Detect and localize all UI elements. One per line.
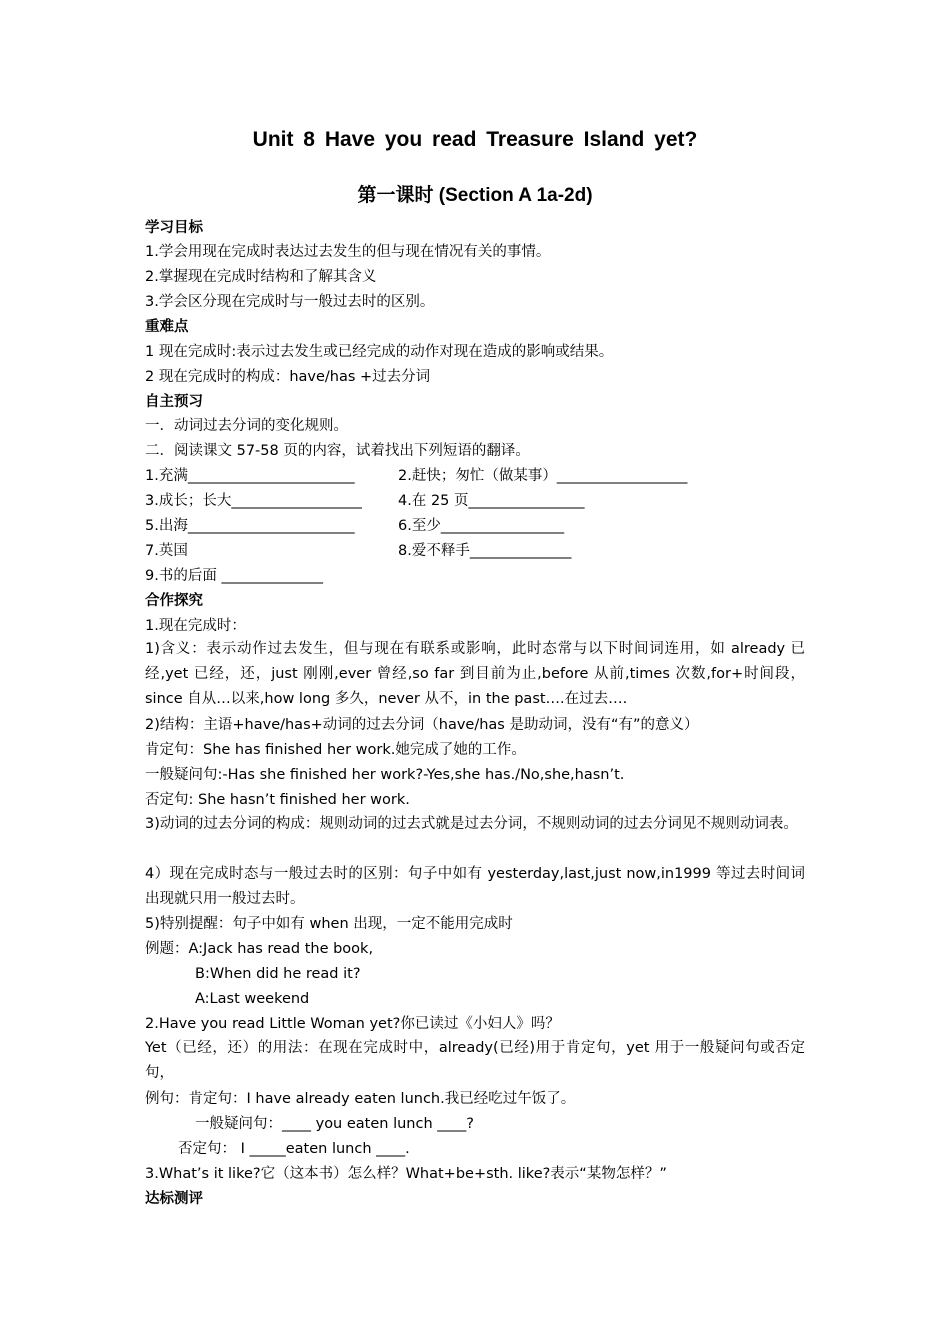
- paragraph-difference: 4）现在完成时态与一般过去时的区别：句子中如有 yesterday,last,just now,in1999 等过去时间词出现就只用一般过去时。: [145, 866, 805, 907]
- goal-item: 2.掌握现在完成时结构和了解其含义: [145, 269, 377, 285]
- phrase-blank: 3.成长；长大__________________: [145, 493, 362, 509]
- phrase-blank: 1.充满_______________________: [145, 468, 355, 484]
- paragraph-note: 5)特别提醒：句子中如有 when 出现，一定不能用完成时: [145, 916, 513, 932]
- example-a2: A:Last weekend: [195, 991, 310, 1007]
- goal-item: 3.学会区分现在完成时与一般过去时的区别。: [145, 294, 435, 310]
- phrase-blank: 9.书的后面 ______________: [145, 568, 323, 584]
- example-affirmative: 肯定句：She has finished her work.她完成了她的工作。: [145, 742, 526, 758]
- paragraph-meaning: 1)含义：表示动作过去发生，但与现在有联系或影响，此时态常与以下时间词连用，如 already 已经,yet 已经，还，just 刚刚,ever 曾经,so far 到目前为止,before 从前,times 次数,for+时间段，since 自从…以来,how long 多久，never 从不，in the past….在过去….: [145, 641, 805, 707]
- page-title: Unit 8 Have you read Treasure Island yet?: [252, 128, 698, 151]
- paragraph-yet: Yet（已经，还）的用法：在现在完成时中，already(已经)用于肯定句，yet 用于一般疑问句或否定句，: [145, 1040, 805, 1081]
- example-b: B:When did he read it?: [195, 966, 361, 982]
- phrase-blank: 6.至少_________________: [398, 518, 565, 534]
- phrase-blank: 4.在 25 页________________: [398, 493, 585, 509]
- paragraph-past-participle: 3)动词的过去分词的构成：规则动词的过去式就是过去分词，不规则动词的过去分词见不规则动词表。: [145, 816, 798, 832]
- section-title: 1.现在完成时：: [145, 618, 246, 634]
- section-title: 2.Have you read Little Woman yet?你已读过《小妇人》吗？: [145, 1016, 560, 1032]
- example-question-blank: 一般疑问句：____ you eaten lunch ____?: [195, 1116, 474, 1132]
- preview-heading: 自主预习: [145, 394, 203, 410]
- example-sentence: 例句：肯定句：I have already eaten lunch.我已经吃过午饭了。: [145, 1091, 576, 1107]
- goals-heading: 学习目标: [145, 220, 203, 236]
- goal-item: 1.学会用现在完成时表达过去发生的但与现在情况有关的事情。: [145, 244, 551, 260]
- preview-item: 一．动词过去分词的变化规则。: [145, 418, 348, 434]
- example-a: 例题：A:Jack has read the book,: [145, 941, 374, 957]
- page-subtitle: 第一课时 (Section A 1a-2d): [357, 185, 593, 206]
- paragraph-structure: 2)结构：主语+have/has+动词的过去分词（have/has 是助动词，没有“有”的意义）: [145, 717, 699, 733]
- phrase-blank: 7.英国: [145, 543, 188, 559]
- assessment-heading: 达标测评: [145, 1191, 203, 1207]
- example-negative: 否定句: She hasn’t finished her work.: [145, 792, 410, 808]
- example-negative-blank: 否定句： I _____eaten lunch ____.: [178, 1141, 410, 1157]
- phrase-blank: 5.出海_______________________: [145, 518, 355, 534]
- preview-item: 二．阅读课文 57-58 页的内容，试着找出下列短语的翻译。: [145, 443, 530, 459]
- phrase-blank: 2.赶快；匆忙（做某事）__________________: [398, 468, 688, 484]
- example-question: 一般疑问句:-Has she finished her work?-Yes,she has./No,she,hasn’t.: [145, 767, 625, 783]
- key-point-item: 1 现在完成时:表示过去发生或已经完成的动作对现在造成的影响或结果。: [145, 344, 614, 360]
- key-points-heading: 重难点: [145, 319, 189, 335]
- section-title: 3.What’s it like?它（这本书）怎么样？What+be+sth. like?表示“某物怎样？”: [145, 1166, 667, 1182]
- phrase-blank: 8.爱不释手______________: [398, 543, 572, 559]
- explore-heading: 合作探究: [145, 593, 203, 609]
- key-point-item: 2 现在完成时的构成：have/has +过去分词: [145, 369, 431, 385]
